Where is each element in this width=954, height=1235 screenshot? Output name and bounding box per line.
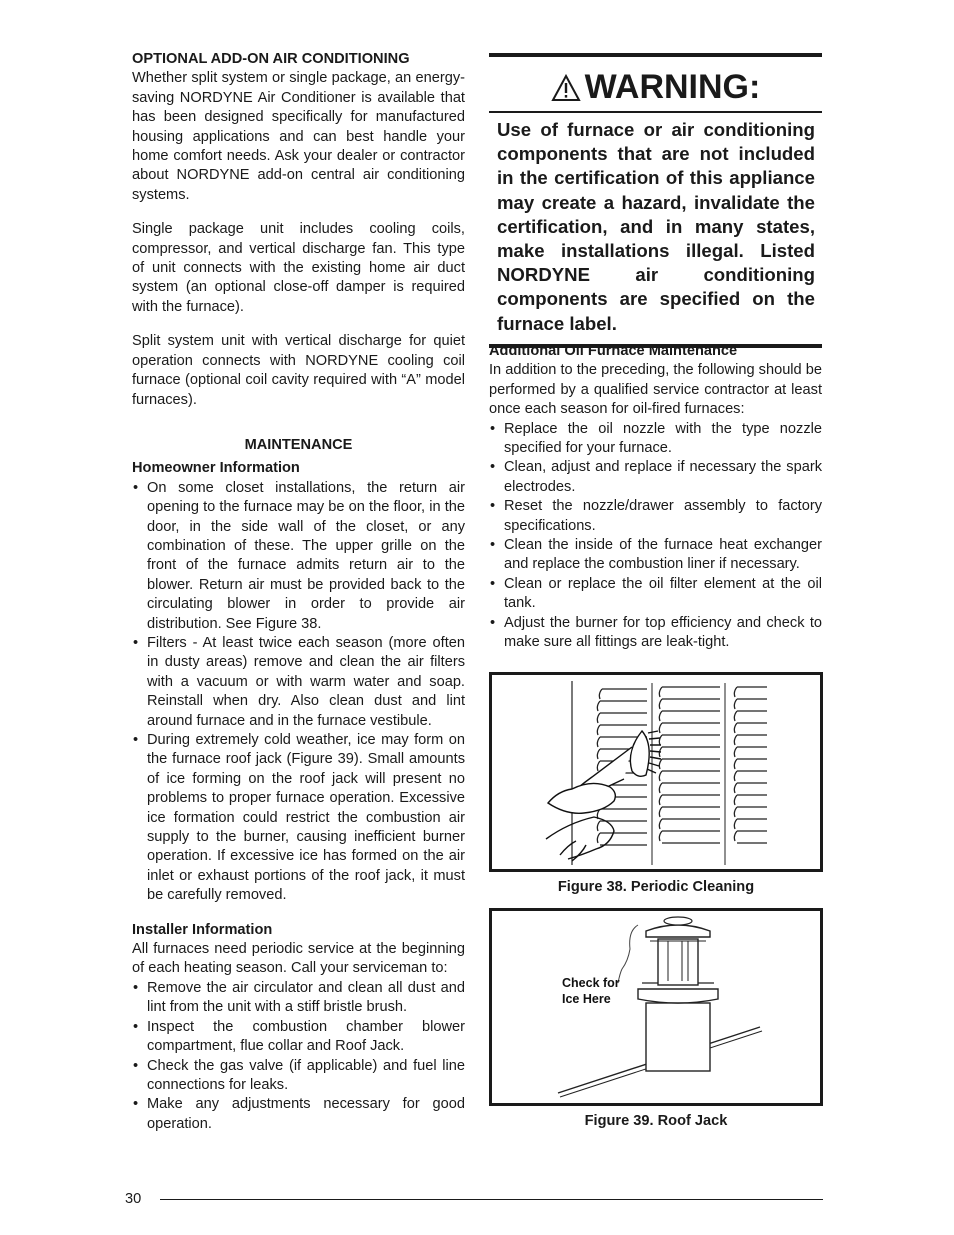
- right-column: [489, 342, 822, 653]
- figure-39-caption: Figure 39. Roof Jack: [584, 1113, 728, 1129]
- list-item: • Adjust the burner for top efficiency and check to make sure all fittings are leak-tight.: [489, 614, 822, 653]
- homeowner-heading: Homeowner Information: [132, 460, 300, 477]
- homeowner-list: [132, 479, 465, 906]
- ac-heading: OPTIONAL ADD-ON AIR CONDITIONING: [132, 51, 410, 67]
- ac-paragraph-2: Single package unit includes cooling coils, compressor, and vertical discharge fan. This type of unit connects with the existing home air duct system (an optional close-off damper is required with the furnace).: [132, 221, 465, 315]
- warning-text: Use of furnace or air conditioning components that are not included in the certification of this appliance may create a hazard, invalidate the certification, and in many states, make installations illegal. Listed NORDYNE air conditioning components are specified on the furnace label.: [489, 113, 822, 348]
- ac-paragraph-1: Whether split system or single package, an energy-saving NORDYNE Air Conditioner is available that has been designed specifically for manufactured housing applications and can best handle your home comfort needs. Ask your dealer or contractor about NORDYNE add-on central air conditioning systems.: [132, 70, 465, 203]
- installer-list: [132, 979, 465, 1134]
- oil-list: [489, 420, 822, 653]
- periodic-cleaning-illustration: [492, 675, 820, 869]
- list-item: • Inspect the combustion chamber blower compartment, flue collar and Roof Jack.: [132, 1018, 465, 1057]
- list-item: • Check the gas valve (if applicable) and fuel line connections for leaks.: [132, 1057, 465, 1096]
- list-item: • Clean the inside of the furnace heat exchanger and replace the combustion liner if necessary.: [489, 536, 822, 575]
- footer-rule: [160, 1199, 823, 1200]
- warning-title-row: [489, 57, 822, 113]
- page-number: 30: [125, 1191, 142, 1207]
- list-item: • Clean, adjust and replace if necessary the spark electrodes.: [489, 458, 822, 497]
- oil-heading: Additional Oil Furnace Maintenance: [489, 343, 738, 359]
- maintenance-heading: MAINTENANCE: [244, 436, 353, 453]
- oil-intro: In addition to the preceding, the following should be performed by a qualified service contractor at least once each season for oil-fired furnaces:: [489, 362, 822, 418]
- installer-heading: Installer Information: [132, 921, 273, 938]
- list-item: • Replace the oil nozzle with the type nozzle specified for your furnace.: [489, 420, 822, 459]
- installer-intro: All furnaces need periodic service at the beginning of each heating season. Call your serviceman to:: [132, 941, 465, 977]
- figure-38-caption: Figure 38. Periodic Cleaning: [557, 879, 755, 895]
- figure-38: [489, 672, 823, 872]
- callout-line-2: Ice Here: [562, 992, 611, 1006]
- list-item: • Make any adjustments necessary for good operation.: [132, 1095, 465, 1134]
- ac-paragraph-3: Split system unit with vertical discharge for quiet operation connects with NORDYNE cooling coil furnace (optional coil cavity required with “A” model furnaces).: [132, 333, 465, 408]
- figure-39: [489, 908, 823, 1106]
- list-item: • Remove the air circulator and clean all dust and lint from the unit with a stiff bristle brush.: [132, 979, 465, 1018]
- list-item: • Filters - At least twice each season (more often in dusty areas) remove and clean the air filters with a vacuum or with warm water and soap. Reinstall when dry. Also clean dust and lint around furnace and in the furnace vestibule.: [132, 634, 465, 731]
- list-item: • On some closet installations, the return air opening to the furnace may be on the floor, in the door, in the side wall of the closet, or any combination of these. The upper grille on the front of the furnace admits return air to the blower. Return air must be provided back to the circulating blower in order to provide air distribution. See Figure 38.: [132, 479, 465, 634]
- warning-triangle-icon: [551, 74, 581, 102]
- list-item: • Clean or replace the oil filter element at the oil tank.: [489, 575, 822, 614]
- list-item: • Reset the nozzle/drawer assembly to factory specifications.: [489, 497, 822, 536]
- warning-title: WARNING:: [584, 68, 761, 106]
- left-column: [132, 50, 465, 1134]
- list-item: • During extremely cold weather, ice may form on the furnace roof jack (Figure 39). Small amounts of ice forming on the roof jack will present no problems to proper furnace operation. Excessive ice formation could restrict the combustion air supply to the burner, causing inefficient burner operation. If excessive ice has formed on the air inlet or exhaust portions of the roof jack, it must be carefully removed.: [132, 731, 465, 906]
- warning-box: [489, 53, 822, 348]
- callout-line-1: Check for: [562, 976, 620, 990]
- roof-jack-illustration: [492, 911, 820, 1103]
